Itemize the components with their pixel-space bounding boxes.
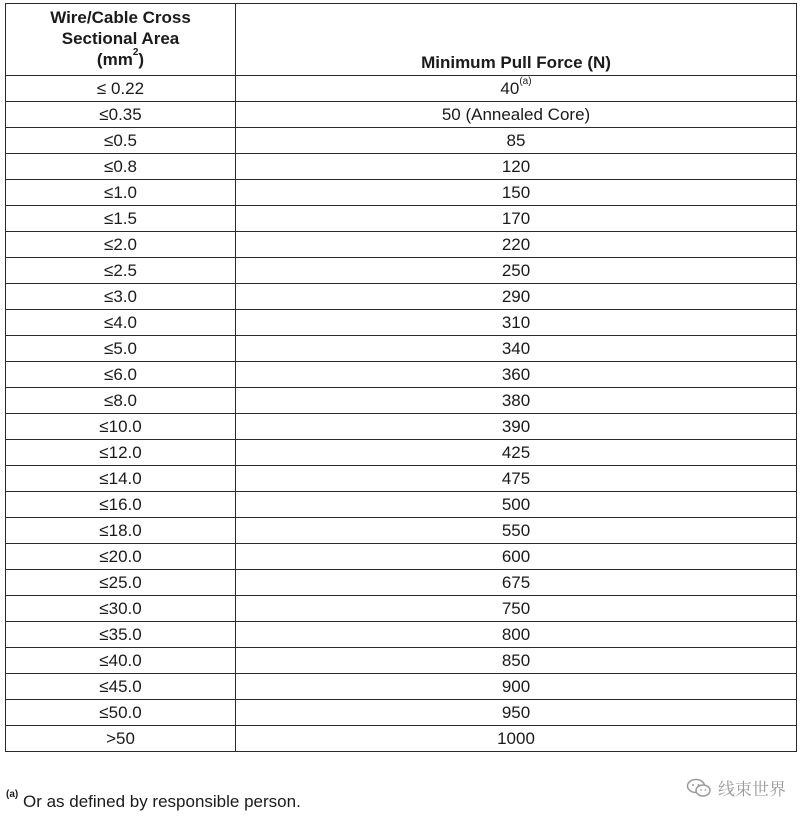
- table-row: [6, 414, 797, 440]
- cell-cross-sectional-area: ≤8.0: [6, 388, 236, 414]
- force-value: 310: [501, 312, 531, 332]
- cell-minimum-pull-force: [236, 284, 797, 310]
- force-value: 120: [501, 156, 531, 176]
- force-value: 220: [501, 234, 531, 254]
- cell-minimum-pull-force: [236, 232, 797, 258]
- force-value: 380: [501, 390, 531, 410]
- cell-minimum-pull-force: [236, 258, 797, 284]
- watermark-text: 线束世界: [718, 780, 786, 800]
- table-row: [6, 362, 797, 388]
- table-row: [6, 726, 797, 752]
- footnote-marker: (a): [6, 789, 19, 801]
- cell-minimum-pull-force: [236, 518, 797, 544]
- force-value: 675: [501, 572, 531, 592]
- header-area-unit-sup: 2: [132, 47, 139, 59]
- table-row: [6, 466, 797, 492]
- cell-minimum-pull-force: [236, 440, 797, 466]
- force-value: 390: [501, 416, 531, 436]
- force-value: 950: [501, 702, 531, 722]
- cell-minimum-pull-force: [236, 544, 797, 570]
- cell-cross-sectional-area: ≤2.0: [6, 232, 236, 258]
- cell-cross-sectional-area: ≤0.8: [6, 154, 236, 180]
- cell-minimum-pull-force: [236, 674, 797, 700]
- table-row: [6, 154, 797, 180]
- cell-minimum-pull-force: [236, 648, 797, 674]
- table-row: [6, 336, 797, 362]
- force-value: 850: [501, 650, 531, 670]
- force-value: 900: [501, 676, 531, 696]
- force-value: 1000: [497, 728, 535, 748]
- table-row: [6, 232, 797, 258]
- cell-cross-sectional-area: ≤ 0.22: [6, 76, 236, 102]
- table-body: [6, 76, 797, 752]
- table-row: [6, 258, 797, 284]
- cell-cross-sectional-area: ≤2.5: [6, 258, 236, 284]
- cell-minimum-pull-force: [236, 180, 797, 206]
- header-area-line2: Sectional Area: [61, 29, 180, 48]
- header-area-unit-suffix: ): [138, 50, 145, 69]
- cell-cross-sectional-area: ≤5.0: [6, 336, 236, 362]
- table-row: [6, 570, 797, 596]
- table-row: [6, 674, 797, 700]
- cell-cross-sectional-area: ≤1.0: [6, 180, 236, 206]
- force-value: 290: [501, 286, 531, 306]
- header-area-unit-prefix: (mm: [96, 50, 133, 69]
- cell-minimum-pull-force: [236, 310, 797, 336]
- table-row: [6, 76, 797, 102]
- cell-cross-sectional-area: ≤35.0: [6, 622, 236, 648]
- cell-minimum-pull-force: [236, 726, 797, 752]
- header-cross-sectional-area: [6, 4, 236, 76]
- table-row: [6, 518, 797, 544]
- cell-cross-sectional-area: ≤0.35: [6, 102, 236, 128]
- cell-cross-sectional-area: ≤16.0: [6, 492, 236, 518]
- cell-minimum-pull-force: [236, 76, 797, 102]
- pull-force-table-container: [5, 3, 796, 752]
- cell-minimum-pull-force: [236, 414, 797, 440]
- force-value: 170: [501, 208, 531, 228]
- table-row: [6, 622, 797, 648]
- force-value: 475: [501, 468, 531, 488]
- pull-force-table: [5, 3, 797, 752]
- cell-cross-sectional-area: >50: [6, 726, 236, 752]
- force-value: 50 (Annealed Core): [441, 104, 591, 124]
- footnote-text: Or as defined by responsible person.: [22, 792, 301, 811]
- cell-cross-sectional-area: ≤12.0: [6, 440, 236, 466]
- table-row: [6, 310, 797, 336]
- cell-minimum-pull-force: [236, 102, 797, 128]
- force-value: 750: [501, 598, 531, 618]
- force-value: 150: [501, 182, 531, 202]
- header-area-line1: Wire/Cable Cross: [50, 8, 191, 27]
- force-value: 250: [501, 260, 531, 280]
- cell-cross-sectional-area: ≤14.0: [6, 466, 236, 492]
- cell-cross-sectional-area: ≤30.0: [6, 596, 236, 622]
- table-row: [6, 700, 797, 726]
- cell-cross-sectional-area: ≤6.0: [6, 362, 236, 388]
- cell-cross-sectional-area: ≤3.0: [6, 284, 236, 310]
- cell-minimum-pull-force: [236, 700, 797, 726]
- cell-cross-sectional-area: ≤4.0: [6, 310, 236, 336]
- table-row: [6, 180, 797, 206]
- force-value: 85: [506, 130, 526, 150]
- force-value: 500: [501, 494, 531, 514]
- table-row: [6, 648, 797, 674]
- table-row: [6, 544, 797, 570]
- cell-minimum-pull-force: [236, 466, 797, 492]
- cell-minimum-pull-force: [236, 570, 797, 596]
- table-row: [6, 102, 797, 128]
- cell-cross-sectional-area: ≤45.0: [6, 674, 236, 700]
- cell-minimum-pull-force: [236, 492, 797, 518]
- force-value: 425: [501, 442, 531, 462]
- cell-cross-sectional-area: ≤20.0: [6, 544, 236, 570]
- force-value: 340: [501, 338, 531, 358]
- cell-minimum-pull-force: [236, 206, 797, 232]
- cell-minimum-pull-force: [236, 128, 797, 154]
- table-row: [6, 492, 797, 518]
- cell-minimum-pull-force: [236, 154, 797, 180]
- force-value: 550: [501, 520, 531, 540]
- header-minimum-pull-force: Minimum Pull Force (N): [236, 4, 797, 76]
- table-row: [6, 206, 797, 232]
- cell-minimum-pull-force: [236, 336, 797, 362]
- wechat-icon: [686, 778, 712, 798]
- table-row: [6, 284, 797, 310]
- table-row: [6, 440, 797, 466]
- table-row: [6, 128, 797, 154]
- cell-cross-sectional-area: ≤1.5: [6, 206, 236, 232]
- force-value: 800: [501, 624, 531, 644]
- cell-minimum-pull-force: [236, 622, 797, 648]
- cell-minimum-pull-force: [236, 388, 797, 414]
- cell-cross-sectional-area: ≤40.0: [6, 648, 236, 674]
- table-header-row: [6, 4, 797, 76]
- cell-minimum-pull-force: [236, 596, 797, 622]
- cell-cross-sectional-area: ≤25.0: [6, 570, 236, 596]
- cell-cross-sectional-area: ≤0.5: [6, 128, 236, 154]
- cell-cross-sectional-area: ≤10.0: [6, 414, 236, 440]
- table-row: [6, 388, 797, 414]
- table-row: [6, 596, 797, 622]
- force-value: 40: [500, 78, 520, 98]
- cell-cross-sectional-area: ≤18.0: [6, 518, 236, 544]
- footnote: [6, 789, 301, 812]
- force-footnote-marker: (a): [519, 75, 532, 87]
- force-value: 600: [501, 546, 531, 566]
- force-value: 360: [501, 364, 531, 384]
- cell-cross-sectional-area: ≤50.0: [6, 700, 236, 726]
- cell-minimum-pull-force: [236, 362, 797, 388]
- watermark: [686, 775, 786, 800]
